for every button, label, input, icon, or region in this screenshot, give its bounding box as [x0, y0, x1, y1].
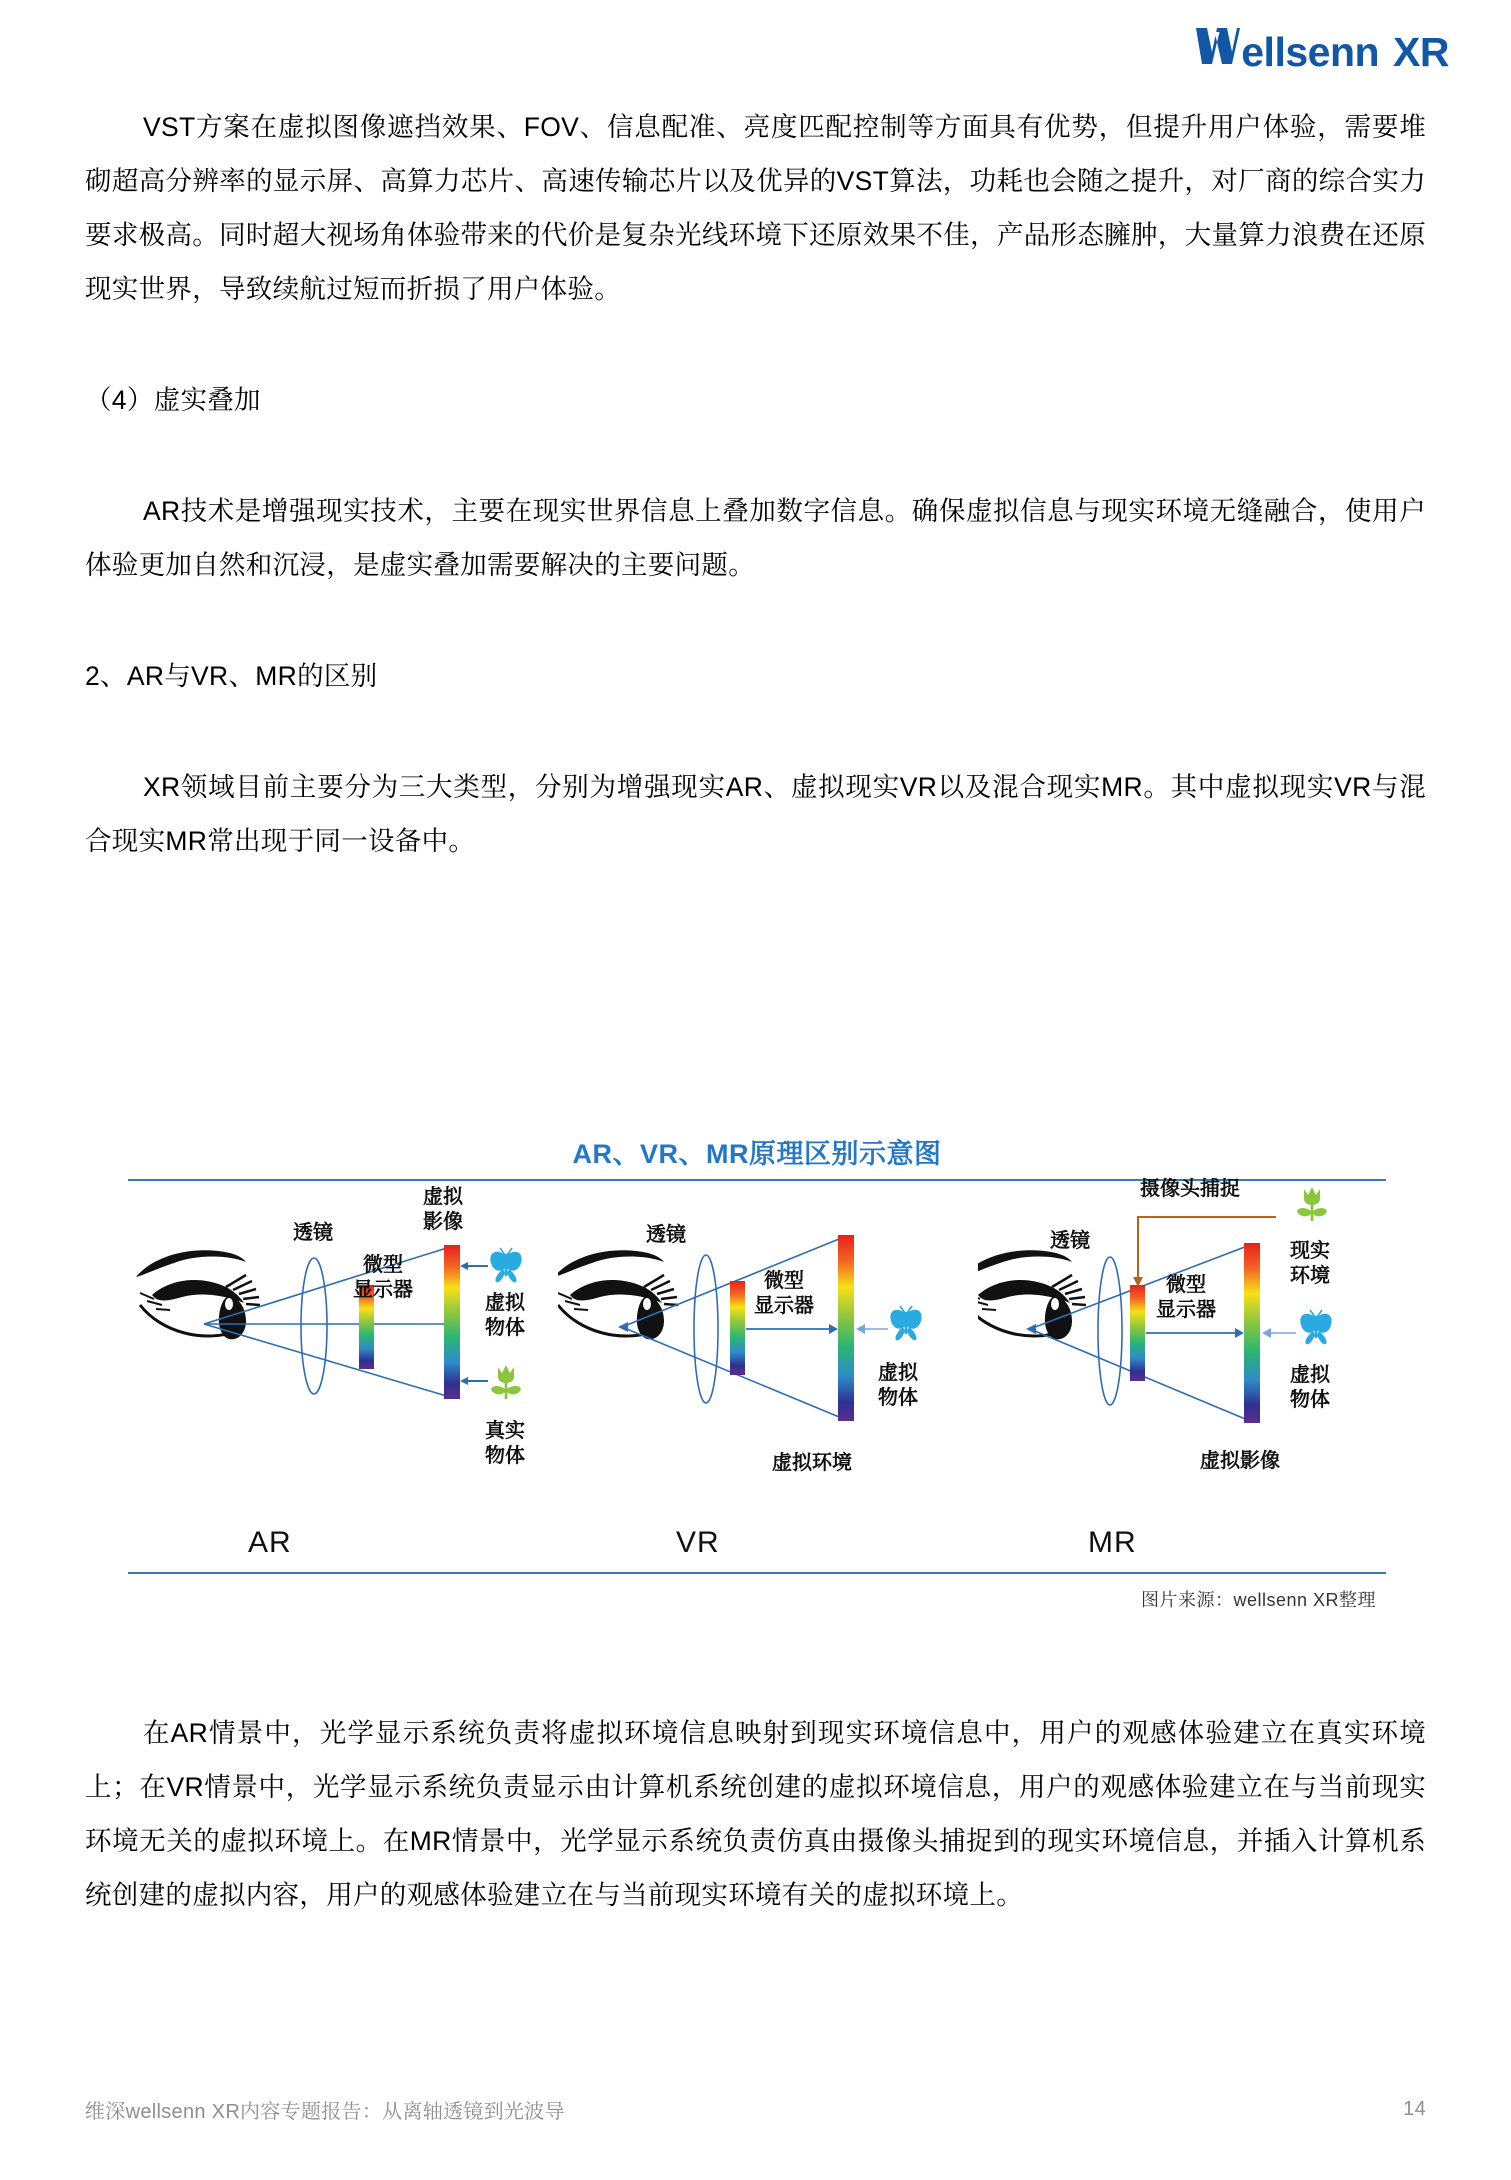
logo-w-mark: [1194, 26, 1240, 76]
page-header: [1194, 26, 1449, 76]
eye-illustration: [136, 1250, 260, 1339]
label-ar-virtual-image: 虚拟 影像: [423, 1186, 463, 1233]
virtual-image-bar: [1244, 1243, 1260, 1423]
axis-label-ar: AR: [248, 1526, 292, 1559]
eye-illustration: [558, 1250, 678, 1339]
page-footer: [85, 2095, 1426, 2124]
figure-ar-vr-mr-diagram: [128, 1132, 1386, 1612]
virtual-image-bar: [444, 1245, 460, 1399]
butterfly-icon: [890, 1306, 921, 1340]
flower-icon: [1297, 1187, 1327, 1221]
logo-w-glyph: [1194, 26, 1240, 66]
label-mr-real-environment: 现实 环境: [1290, 1240, 1330, 1287]
panel-ar: [128, 1181, 558, 1526]
virtual-object-arrow: [1262, 1328, 1296, 1338]
label-vr-lens: 透镜: [646, 1224, 686, 1246]
spacer: [85, 316, 1426, 373]
logo-text-xr: XR: [1393, 29, 1449, 75]
footer-page-number: 14: [1403, 2098, 1426, 2120]
label-mr-lens: 透镜: [1050, 1230, 1090, 1252]
wellsenn-xr-logo: [1194, 26, 1449, 76]
flower-icon: [491, 1365, 521, 1399]
eye-illustration: [978, 1250, 1086, 1339]
label-ar-real-object: 真实 物体: [485, 1420, 525, 1467]
mr-diagram-svg: [978, 1181, 1386, 1526]
virtual-object-arrow: [856, 1324, 888, 1334]
label-ar-micro-display: 微型 显示器: [353, 1254, 413, 1301]
label-ar-lens: 透镜: [293, 1222, 333, 1244]
heading-ar-vr-mr-difference: 2、AR与VR、MR的区别: [85, 661, 378, 691]
display-to-image-arrow: [1146, 1328, 1244, 1338]
lens-ellipse: [1098, 1257, 1122, 1405]
heading-virtual-real-overlay: （4）虚实叠加: [85, 385, 261, 415]
spacer: [85, 427, 1426, 484]
panel-vr: [558, 1181, 978, 1526]
figure-panels: [128, 1178, 1386, 1526]
spacer: [85, 703, 1426, 760]
panel-mr: [978, 1178, 1386, 1526]
document-body: [85, 100, 1426, 868]
axis-label-mr: MR: [1088, 1526, 1137, 1559]
paragraph-vst-advantages: VST方案在虚拟图像遮挡效果、FOV、信息配准、亮度匹配控制等方面具有优势，但提升用户体验，需要堆砌超高分辨率的显示屏、高算力芯片、高速传输芯片以及优异的VST算法，功耗也会随之提升，对厂商的综合实力要求极高。同时超大视场角体验带来的代价是复杂光线环境下还原效果不佳，产品形态臃肿，大量算力浪费在还原现实世界，导致续航过短而折损了用户体验。: [85, 112, 1426, 304]
spacer: [85, 592, 1426, 649]
object-arrows: [460, 1262, 488, 1385]
lens-ellipse: [301, 1258, 327, 1394]
figure-title: AR、VR、MR原理区别示意图: [572, 1139, 942, 1169]
paragraph-ar-definition: AR技术是增强现实技术，主要在现实世界信息上叠加数字信息。确保虚拟信息与现实环境无缝融合，使用户体验更加自然和沉浸，是虚实叠加需要解决的主要问题。: [85, 496, 1426, 580]
virtual-environment-bar: [838, 1235, 854, 1421]
figure-axis-labels: [128, 1526, 1386, 1572]
figure-source-note: 图片来源：wellsenn XR整理: [1140, 1590, 1376, 1610]
butterfly-icon: [1300, 1310, 1331, 1344]
footer-report-title: 维深wellsenn XR内容专题报告：从离轴透镜到光波导: [85, 2101, 565, 2123]
label-mr-micro-display: 微型 显示器: [1156, 1274, 1216, 1321]
document-body-lower: [85, 1706, 1426, 1922]
label-mr-camera-capture: 摄像头捕捉: [1140, 1178, 1240, 1200]
label-mr-virtual-image: 虚拟影像: [1200, 1450, 1280, 1472]
paragraph-scene-comparison: 在AR情景中，光学显示系统负责将虚拟环境信息映射到现实环境信息中，用户的观感体验建立在真实环境上；在VR情景中，光学显示系统负责显示由计算机系统创建的虚拟环境信息，用户的观感体验建立在与当前现实环境无关的虚拟环境上。在MR情景中，光学显示系统负责仿真由摄像头捕捉到的现实环境信息，并插入计算机系统创建的虚拟内容，用户的观感体验建立在与当前现实环境有关的虚拟环境上。: [85, 1718, 1426, 1910]
micro-display-bar: [730, 1281, 745, 1375]
label-mr-virtual-object: 虚拟 物体: [1290, 1364, 1330, 1411]
display-to-env-arrow: [746, 1324, 838, 1334]
label-vr-micro-display: 微型 显示器: [754, 1270, 814, 1317]
micro-display-bar: [1130, 1285, 1145, 1381]
ar-diagram-svg: [128, 1181, 558, 1526]
lens-ellipse: [694, 1255, 718, 1403]
label-vr-virtual-environment: 虚拟环境: [772, 1452, 852, 1474]
label-ar-virtual-object: 虚拟 物体: [485, 1292, 525, 1339]
paragraph-xr-categories: XR领域目前主要分为三大类型，分别为增强现实AR、虚拟现实VR以及混合现实MR。其中虚拟现实VR与混合现实MR常出现于同一设备中。: [85, 772, 1426, 856]
butterfly-icon: [490, 1248, 521, 1282]
axis-label-vr: VR: [676, 1526, 720, 1559]
ray-arrowhead: [1026, 1324, 1036, 1334]
label-vr-virtual-object: 虚拟 物体: [878, 1362, 918, 1409]
vr-diagram-svg: [558, 1181, 978, 1526]
figure-bottom-rule: [128, 1572, 1386, 1574]
ray-arrowhead: [618, 1322, 628, 1332]
logo-text-main: ellsenn: [1241, 29, 1380, 75]
